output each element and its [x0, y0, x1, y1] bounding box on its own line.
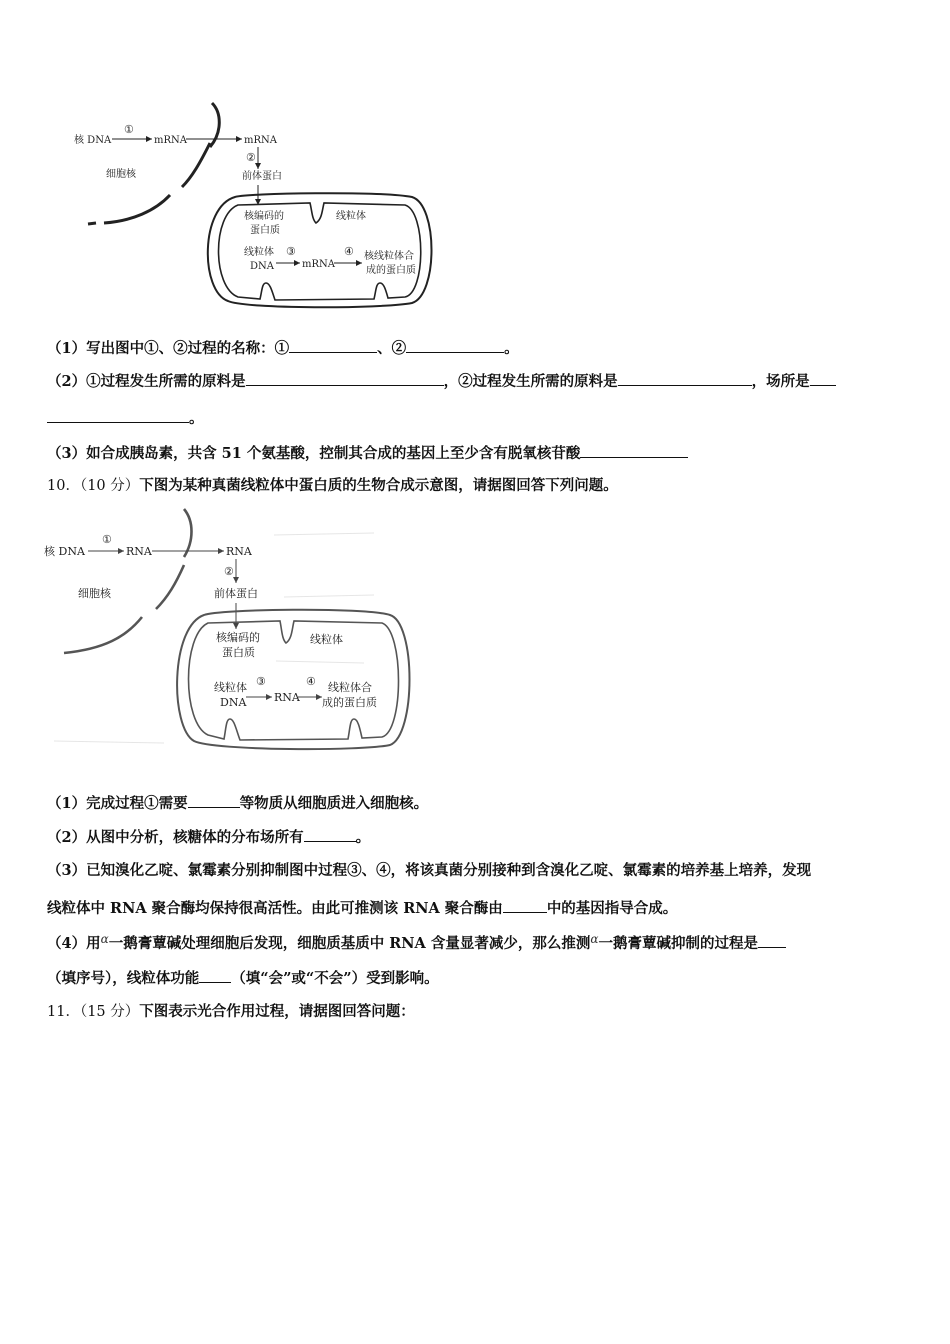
q10-part-3-continued: 线粒体中 RNA 聚合酶均保持很高活性。由此可推测该 RNA 聚合酶由 中的基因指导合成。 [47, 897, 677, 919]
mrna-label-c: mRNA [302, 259, 335, 270]
answer-blank-q9-1b[interactable] [406, 337, 504, 353]
answer-blank-q10-4a[interactable] [758, 932, 786, 948]
answer-blank-q10-1[interactable] [188, 792, 240, 808]
figure-mito-protein-synthesis-2 [44, 505, 424, 755]
answer-blank-q9-2b[interactable] [618, 370, 752, 386]
nucleus-label: 细胞核 [106, 169, 136, 180]
answer-blank-q10-2[interactable] [304, 826, 356, 842]
q9-part-2-continued: 。 [47, 407, 204, 429]
mito-dna-label-2b: DNA [220, 696, 247, 709]
q10-stem [47, 476, 618, 496]
nuclear-encoded-protein-label-2b: 蛋白质 [222, 646, 255, 659]
q10-part-4: （4）用$^\alpha$一鹅膏蕈碱处理细胞后发现，细胞质基质中 RNA 含量显著减少，那么推测$^\alpha$一鹅膏蕈碱抑制的过程是 [47, 932, 786, 954]
q10-part-2: （2）从图中分析，核糖体的分布场所有 。 [47, 826, 370, 848]
mitochondrion-label: 线粒体 [336, 211, 366, 222]
figure-mito-protein-synthesis-1 [60, 95, 460, 325]
mito-dna-label-1: 线粒体 [244, 247, 274, 258]
q10-part-1: （1）完成过程①需要 等物质从细胞质进入细胞核。 [47, 792, 428, 814]
precursor-protein-label: 前体蛋白 [242, 171, 282, 182]
mito-synth-protein-label-2: 成的蛋白质 [366, 265, 416, 276]
step-3-marker: ③ [286, 245, 296, 258]
step-2-marker-2: ② [224, 565, 234, 578]
answer-blank-q10-4b[interactable] [199, 967, 231, 983]
answer-blank-q9-2a[interactable] [246, 370, 444, 386]
rna-label-c: RNA [274, 691, 300, 704]
answer-blank-q9-1a[interactable] [289, 337, 377, 353]
nuclear-encoded-protein-label-1: 核编码的 [244, 211, 284, 222]
q11-stem [47, 1002, 415, 1022]
mito-synth-protein-label-1: 核线粒体合 [364, 251, 414, 262]
mito-synth-protein-label-2a: 线粒体合 [328, 681, 372, 694]
answer-blank-q10-3[interactable] [503, 897, 547, 913]
q9-part-3: （3）如合成胰岛素，共含 51 个氨基酸，控制其合成的基因上至少含有脱氧核苷酸 [47, 442, 688, 464]
q9-part-1: （1）写出图中①、②过程的名称：① 、② 。 [47, 337, 519, 359]
mito-dna-label-2a: 线粒体 [214, 681, 247, 694]
step-4-marker-2: ④ [306, 675, 316, 688]
nuclear-envelope-upper [210, 103, 219, 147]
nuclear-dna-label-2: 核 DNA [44, 545, 85, 558]
rna-label-a: RNA [126, 545, 152, 558]
q11-stem-text: 下图表示光合作用过程，请据图回答问题： [139, 1003, 415, 1020]
step-4-marker: ④ [344, 245, 354, 258]
step-1-marker: ① [124, 123, 134, 136]
mito-dna-label-2: DNA [250, 261, 274, 272]
answer-blank-q9-2c-cont[interactable] [47, 407, 189, 423]
nuclear-encoded-protein-label-2: 蛋白质 [250, 225, 280, 236]
nuclear-encoded-protein-label-2a: 核编码的 [216, 631, 260, 644]
q10-stem-text: 下图为某种真菌线粒体中蛋白质的生物合成示意图，请据图回答下列问题。 [139, 477, 618, 494]
q10-part-4-continued: （填序号），线粒体功能 （填“会”或“不会”）受到影响。 [47, 967, 439, 989]
answer-blank-q9-3[interactable] [580, 442, 688, 458]
answer-blank-q9-2c[interactable] [810, 370, 836, 386]
q10-part-3: （3）已知溴化乙啶、氯霉素分别抑制图中过程③、④，将该真菌分别接种到含溴化乙啶、氯霉素的培养基上培养，发现 [47, 862, 812, 879]
mitochondrion-label-2: 线粒体 [310, 633, 343, 646]
q10-number: 10．（10 分） [47, 478, 140, 494]
alpha-symbol-2: α [590, 932, 599, 946]
q9-part-2: （2）①过程发生所需的原料是 ，②过程发生所需的原料是 ，场所是 [47, 370, 836, 392]
precursor-protein-label-2: 前体蛋白 [214, 587, 258, 600]
step-1-marker-2: ① [102, 533, 112, 546]
nuclear-envelope-middle [182, 143, 210, 187]
nucleus-label-2: 细胞核 [78, 587, 111, 600]
mrna-label-a: mRNA [154, 135, 187, 146]
q11-number: 11．（15 分） [47, 1004, 140, 1020]
mrna-label-b: mRNA [244, 135, 277, 146]
alpha-symbol: α [100, 932, 109, 946]
nuclear-dna-label: 核 DNA [74, 135, 112, 146]
mito-synth-protein-label-2b: 成的蛋白质 [322, 696, 377, 709]
step-2-marker: ② [246, 151, 256, 164]
nuclear-envelope-lower [104, 195, 170, 223]
step-3-marker-2: ③ [256, 675, 266, 688]
rna-label-b: RNA [226, 545, 252, 558]
